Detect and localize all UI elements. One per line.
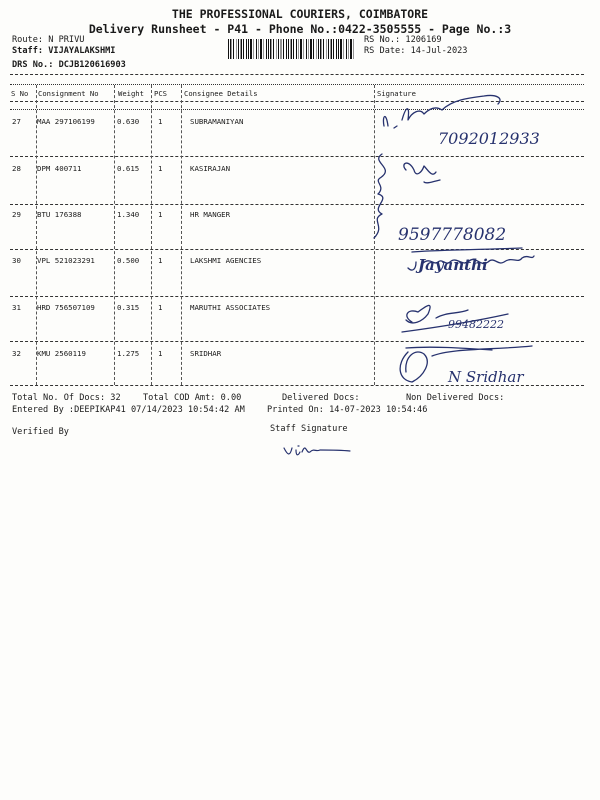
rule bbox=[10, 74, 584, 75]
barcode-overlay bbox=[228, 39, 356, 59]
col-header-sno: S No bbox=[11, 89, 29, 98]
total-docs: Total No. Of Docs: 32 bbox=[12, 393, 121, 403]
row-sno: 32 bbox=[12, 349, 21, 358]
printed-on: Printed On: 14-07-2023 10:54:46 bbox=[267, 405, 428, 415]
delivered-docs: Delivered Docs: bbox=[282, 393, 360, 403]
row-weight: 0.615 bbox=[117, 164, 140, 173]
column-divider bbox=[36, 85, 37, 385]
row-sno: 30 bbox=[12, 256, 21, 265]
row-pcs: 1 bbox=[158, 210, 163, 219]
runsheet-title: Delivery Runsheet - P41 - Phone No.:0422-3505555 - Page No.:3 bbox=[88, 22, 512, 36]
handwritten-sig-32: N Sridhar bbox=[448, 368, 524, 386]
row-consignee: SUBRAMANIYAN bbox=[190, 117, 244, 126]
row-pcs: 1 bbox=[158, 164, 163, 173]
row-weight: 0.630 bbox=[117, 117, 140, 126]
column-divider bbox=[181, 85, 182, 385]
col-header-weight: Weight bbox=[118, 89, 144, 98]
total-cod: Total COD Amt: 0.00 bbox=[143, 393, 242, 403]
row-consignee: SRIDHAR bbox=[190, 349, 222, 358]
row-pcs: 1 bbox=[158, 256, 163, 265]
row-weight: 0.315 bbox=[117, 303, 140, 312]
row-weight: 0.500 bbox=[117, 256, 140, 265]
handwritten-signatures bbox=[372, 86, 587, 396]
non-delivered-docs: Non Delivered Docs: bbox=[406, 393, 505, 403]
col-header-pcs: PCS bbox=[154, 89, 167, 98]
row-consignment: KMU 2560119 bbox=[37, 349, 86, 358]
row-sno: 28 bbox=[12, 164, 21, 173]
row-consignee: HR MANGER bbox=[190, 210, 231, 219]
staff-label: Staff: VIJAYALAKSHMI bbox=[12, 46, 116, 56]
drs-number: DRS No.: DCJB120616903 bbox=[12, 60, 126, 70]
row-consignee: KASIRAJAN bbox=[190, 164, 231, 173]
handwritten-sig-31: 99482222 bbox=[448, 318, 504, 331]
row-weight: 1.340 bbox=[117, 210, 140, 219]
row-pcs: 1 bbox=[158, 303, 163, 312]
handwritten-sig-30: Jayanthi bbox=[418, 256, 488, 274]
handwritten-phone-1: 7092012933 bbox=[438, 129, 540, 148]
column-divider bbox=[114, 85, 115, 385]
row-pcs: 1 bbox=[158, 117, 163, 126]
row-sno: 29 bbox=[12, 210, 21, 219]
row-consignment: MAA 297106199 bbox=[37, 117, 95, 126]
verified-by-label: Verified By bbox=[12, 427, 69, 437]
row-consignment: HRD 756507109 bbox=[37, 303, 95, 312]
staff-signature-label: Staff Signature bbox=[270, 424, 348, 434]
handwritten-phone-2: 9597778082 bbox=[398, 225, 507, 245]
row-consignee: LAKSHMI AGENCIES bbox=[190, 256, 262, 265]
row-pcs: 1 bbox=[158, 349, 163, 358]
rule bbox=[10, 84, 584, 85]
row-sno: 27 bbox=[12, 117, 21, 126]
rs-number: RS No.: 1206169 bbox=[364, 35, 442, 45]
row-consignment: BTU 176388 bbox=[37, 210, 82, 219]
row-consignment: DPM 400711 bbox=[37, 164, 82, 173]
company-title: THE PROFESSIONAL COURIERS, COIMBATORE bbox=[171, 7, 429, 21]
route-label: Route: N PRIVU bbox=[12, 35, 85, 45]
staff-signature-mark bbox=[280, 438, 370, 462]
col-header-signature: Signature bbox=[377, 89, 416, 98]
col-header-consignee: Consignee Details bbox=[184, 89, 258, 98]
row-sno: 31 bbox=[12, 303, 21, 312]
rs-date: RS Date: 14-Jul-2023 bbox=[364, 46, 468, 56]
row-consignee: MARUTHI ASSOCIATES bbox=[190, 303, 271, 312]
col-header-consignment: Consignment No bbox=[38, 89, 99, 98]
column-divider bbox=[151, 85, 152, 385]
row-consignment: VPL 521023291 bbox=[37, 256, 95, 265]
entered-by: Entered By :DEEPIKAP41 07/14/2023 10:54:42 AM bbox=[12, 405, 245, 415]
row-weight: 1.275 bbox=[117, 349, 140, 358]
